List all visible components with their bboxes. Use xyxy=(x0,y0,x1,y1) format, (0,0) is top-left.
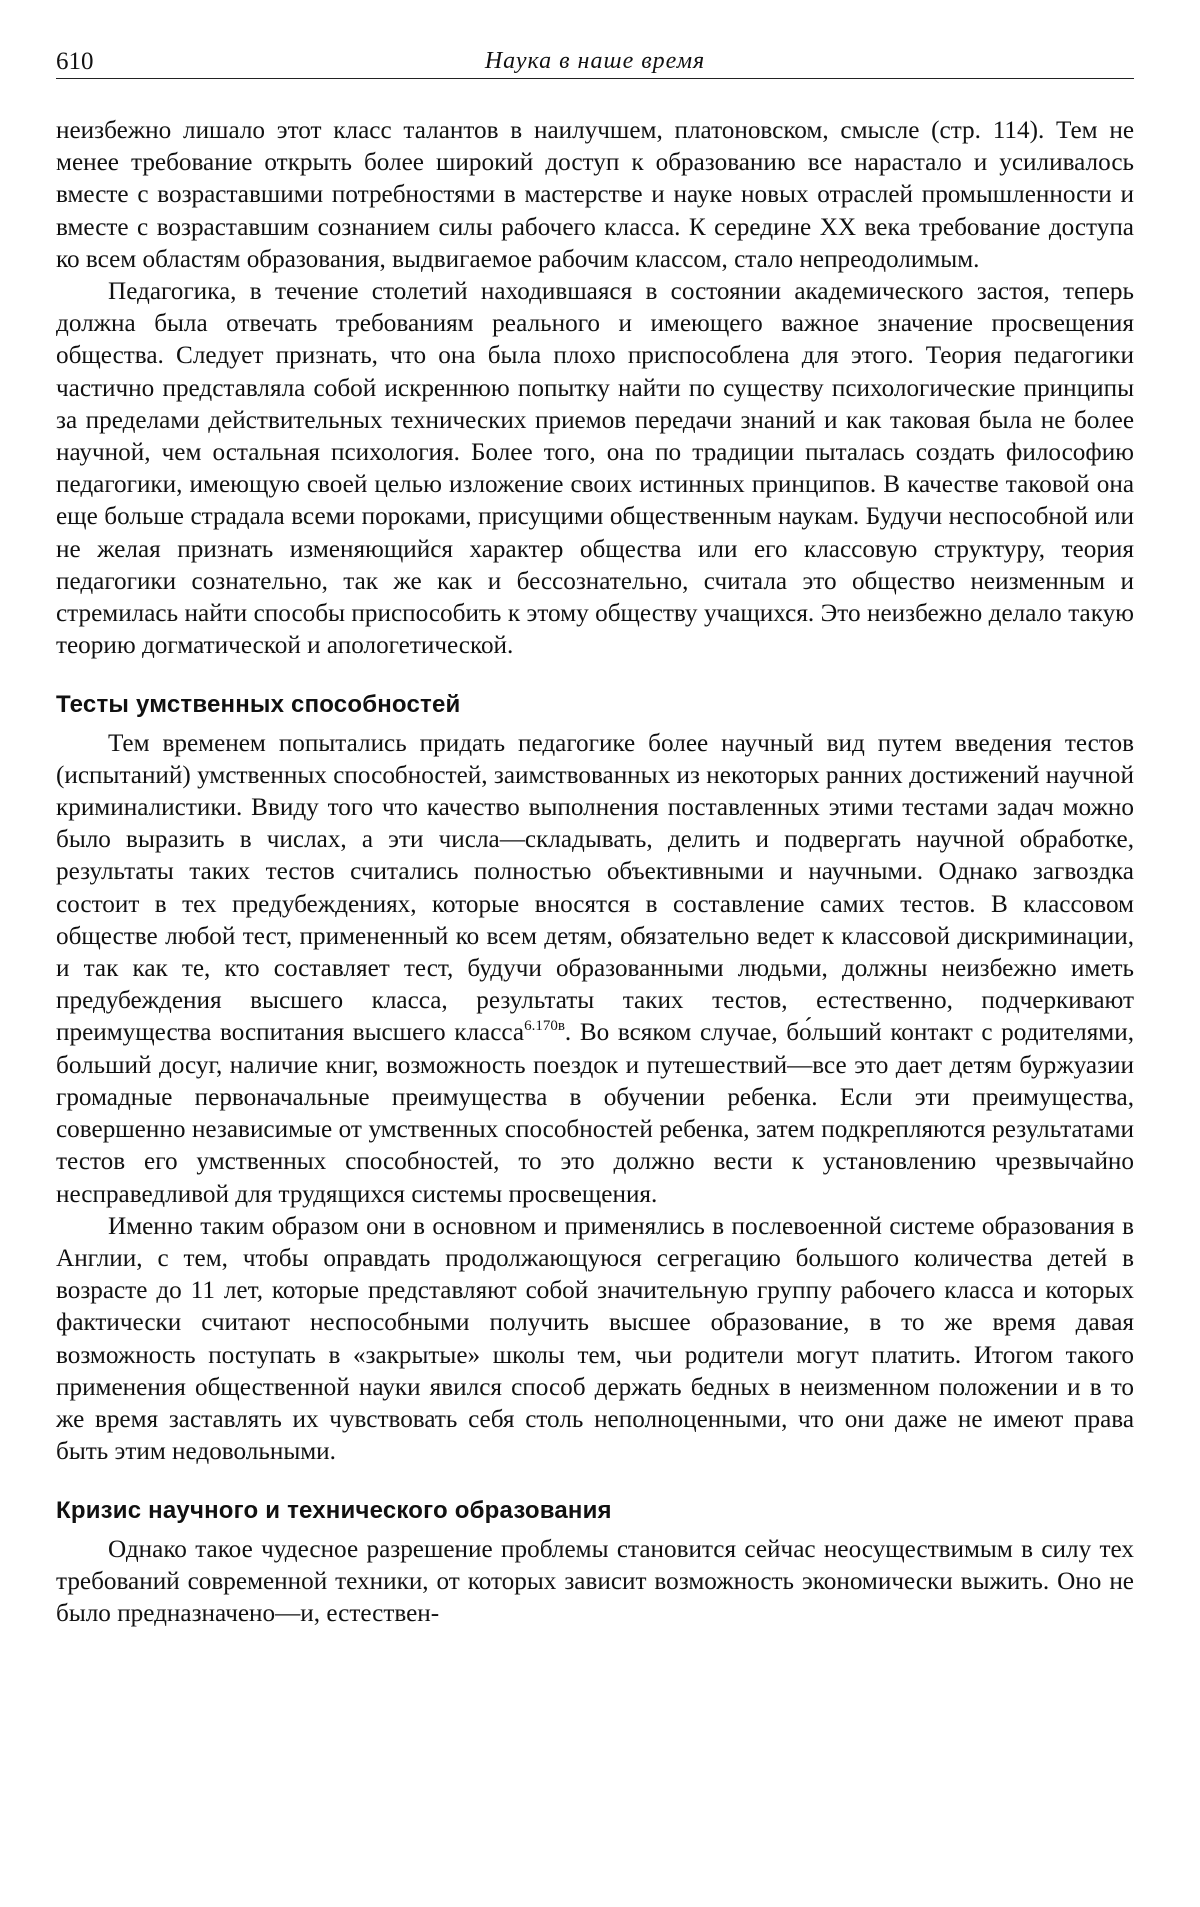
running-header xyxy=(56,48,1134,79)
paragraph-pedagogy: Педагогика, в течение столетий находившаяся в состоянии академического застоя, теперь должна была отвечать требованиям реального и имеющего важное значение просвещения общества. Следует признать, что она была плохо приспособлена для этого. Теория педагогики частично представляла собой искреннюю попытку найти по существу психологические принципы за пределами действительных технических приемов передачи знаний и как таковая была не более научной, чем остальная психология. Более того, она по традиции пыталась создать философию педагогики, имеющую своей целью изложение своих истинных принципов. В качестве таковой она еще больше страдала всеми пороками, присущими общественным наукам. Будучи неспособной или не желая признать изменяющийся характер общества или его классовую структуру, теория педагогики сознательно, так же как и бессознательно, считала это общество неизменным и стремилась найти способы приспособить к этому обществу учащихся. Это неизбежно делало такую теорию догматической и апологетической. xyxy=(56,278,1134,660)
paragraph-text-before-reference: Тем временем попытались придать педагогике более научный вид путем введения тестов (испытаний) умственных способностей, заимствованных из некоторых ранних достижений научной криминалистики. Ввиду того что качество выполнения поставленных этими тестами задач можно было выразить в числах, а эти числа—складывать, делить и подвергать научной обработке, результаты таких тестов считались полностью объективными и научными. Однако загвоздка состоит в тех предубеждениях, которые вносятся в составление самих тестов. В классовом обществе любой тест, примененный ко всем детям, обязательно ведет к классовой дискриминации, и так как те, кто составляет тест, будучи образованными людьми, должны неизбежно иметь предубеждения высшего класса, результаты таких тестов, естественно, подчеркивают преимущества воспитания высшего класса xyxy=(56,729,1134,1047)
paragraph-text-after-reference: . Во всяком случае, бо́льший контакт с родителями, больший досуг, наличие книг, возможность поездок и путешествий—все это дает детям буржуазии громадные первоначальные преимущества в обучении ребенка. Если эти преимущества, совершенно независимые от умственных способностей ребенка, затем подкрепляются результатами тестов его умственных способностей, то это должно вести к установлению чрезвычайно несправедливой для трудящихся системы просвещения. xyxy=(56,1019,1134,1208)
section-heading-mental-tests: Тесты умственных способностей xyxy=(56,691,461,719)
page-body xyxy=(56,115,1134,1630)
running-title: Наука в наше время xyxy=(484,48,706,74)
footnote-reference: 6.170в xyxy=(524,1018,565,1035)
paragraph-education-crisis: Однако такое чудесное разрешение проблемы становится сейчас неосуществимым в силу тех требований современной техники, от которых зависит возможность экономически выжить. Оно не было предназначено—и, естествен- xyxy=(56,1535,1134,1627)
paragraph-postwar-england: Именно таким образом они в основном и применялись в послевоенной системе образования в Англии, с тем, чтобы оправдать продолжающуюся сегрегацию большого количества детей в возрасте до 11 лет, которые представляют собой значительную группу рабочего класса и которых фактически считают неспособными получить высшее образование, в то же время давая возможность поступать в «закрытые» школы тем, чьи родители могут платить. Итогом такого применения общественной науки явился способ держать бедных в неизменном положении и в то же время заставлять их чувствовать себя столь неполноценными, что они даже не имеют права быть этим недовольными. xyxy=(56,1212,1134,1466)
paragraph-mental-tests xyxy=(56,728,1134,1211)
page-number: 610 xyxy=(56,48,94,75)
section-heading-education-crisis: Кризис научного и технического образования xyxy=(56,1497,612,1525)
paragraph-continued: неизбежно лишало этот класс талантов в наилучшем, платоновском, смысле (стр. 114). Тем не менее требование открыть более широкий доступ к образованию все нарастало и усиливалось вместе с возраставшими потребностями в мастерстве и науке новых отраслей промышленности и вместе с возраставшим сознанием силы рабочего класса. К середине XX века требование доступа ко всем областям образования, выдвигаемое рабочим классом, стало непреодолимым. xyxy=(56,117,1134,273)
